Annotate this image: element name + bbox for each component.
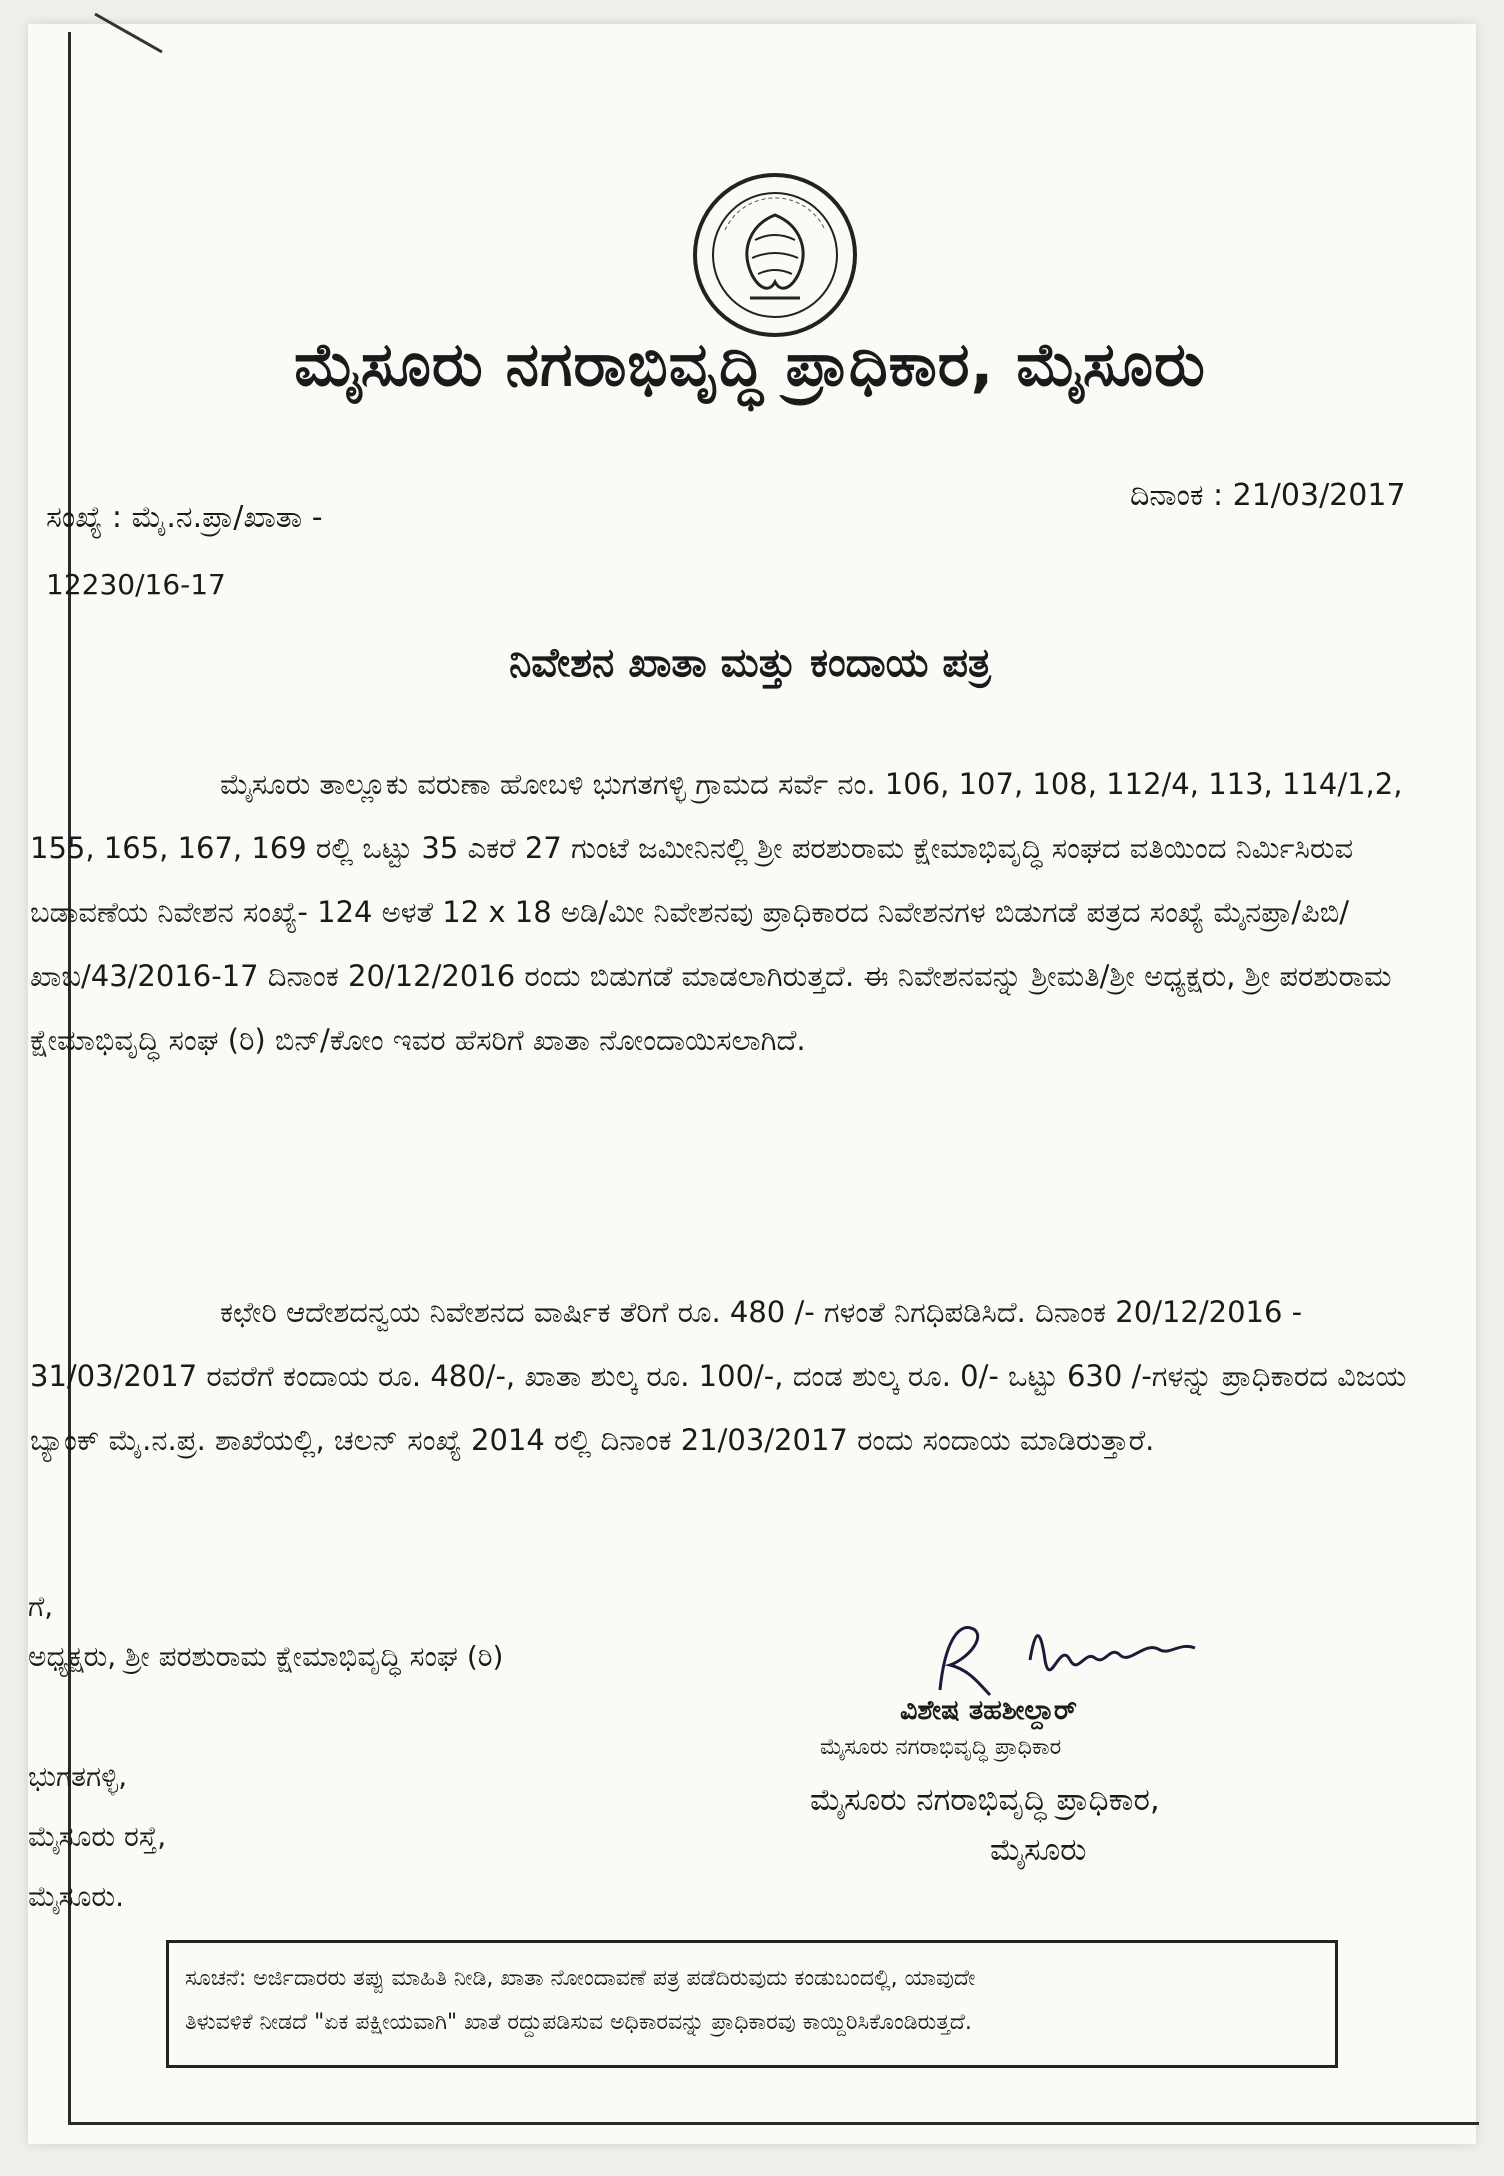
corner-pen-mark (90, 8, 170, 58)
document-title: ನಿವೇಶನ ಖಾತಾ ಮತ್ತು ಕಂದಾಯ ಪತ್ರ (509, 640, 991, 686)
recipient-address-line-2: ಮೈಸೂರು ರಸ್ತೆ, (28, 1820, 167, 1853)
government-emblem-icon (690, 170, 860, 340)
document-date: ದಿನಾಂಕ : 21/03/2017 (1130, 478, 1406, 513)
office-name: ಮೈಸೂರು ನಗರಾಭಿವೃದ್ಧಿ ಪ್ರಾಧಿಕಾರ, (810, 1782, 1160, 1818)
recipient-name: ಅಧ್ಯಕ್ಷರು, ಶ್ರೀ ಪರಶುರಾಮ ಕ್ಷೇಮಾಭಿವೃದ್ಧಿ ಸಂಘ (ರಿ) (28, 1640, 504, 1673)
signature-block (800, 1600, 1360, 1880)
reference-label: ಸಂಖ್ಯೆ : ಮೈ.ನ.ಪ್ರಾ/ಖಾತಾ - (46, 500, 323, 535)
recipient-salutation: ಗೆ, (28, 1590, 54, 1623)
notice-line-2: ತಿಳುವಳಿಕೆ ನೀಡದೆ "ಏಕ ಪಕ್ಷೀಯವಾಗಿ" ಖಾತೆ ರದ್ದುಪಡಿಸುವ ಅಧಿಕಾರವನ್ನು ಪ್ರಾಧಿಕಾರವು ಕಾಯ್ದಿರಿಸಿಕೊಂಡಿರುತ್ತದೆ. (185, 2010, 972, 2035)
stamp-designation: ವಿಶೇಷ ತಹಶೀಲ್ದಾರ್ (900, 1695, 1077, 1726)
notice-line-1: ಸೂಚನೆ: ಅರ್ಜಿದಾರರು ತಪ್ಪು ಮಾಹಿತಿ ನೀಡಿ, ಖಾತಾ ನೋಂದಾವಣೆ ಪತ್ರ ಪಡೆದಿರುವುದು ಕಂಡುಬಂದಲ್ಲಿ, ಯಾವುದೇ (185, 1966, 976, 1991)
office-city: ಮೈಸೂರು (990, 1832, 1087, 1868)
notice-box (166, 1940, 1338, 2068)
body-paragraph-2: ಕಛೇರಿ ಆದೇಶದನ್ವಯ ನಿವೇಶನದ ವಾರ್ಷಿಕ ತೆರಿಗೆ ರೂ. 480 /- ಗಳಂತೆ ನಿಗಧಿಪಡಿಸಿದೆ. ದಿನಾಂಕ 20/12/2016 - 31/03/2017 ರವರೆಗೆ ಕಂದಾಯ ರೂ. 480/-, ಖಾತಾ ಶುಲ್ಕ ರೂ. 100/-, ದಂಡ ಶುಲ್ಕ ರೂ. 0/- ಒಟ್ಟು 630 /-ಗಳನ್ನು ಪ್ರಾಧಿಕಾರದ ವಿಜಯ ಬ್ಯಾಂಕ್ ಮೈ.ನ.ಪ್ರ. ಶಾಖೆಯಲ್ಲಿ, ಚಲನ್ ಸಂಖ್ಯೆ 2014 ರಲ್ಲಿ ದಿನಾಂಕ 21/03/2017 ರಂದು ಸಂದಾಯ ಮಾಡಿರುತ್ತಾರೆ. (30, 1295, 1407, 1457)
body-paragraph-1: ಮೈಸೂರು ತಾಲ್ಲೂಕು ವರುಣಾ ಹೋಬಳಿ ಭುಗತಗಳ್ಳಿ ಗ್ರಾಮದ ಸರ್ವೆ ನಂ. 106, 107, 108, 112/4, 113, 114/1,2, 155, 165, 167, 169 ರಲ್ಲಿ ಒಟ್ಟು 35 ಎಕರೆ 27 ಗುಂಟೆ ಜಮೀನಿನಲ್ಲಿ ಶ್ರೀ ಪರಶುರಾಮ ಕ್ಷೇಮಾಭಿವೃದ್ಧಿ ಸಂಘದ ವತಿಯಿಂದ ನಿರ್ಮಿಸಿರುವ ಬಡಾವಣೆಯ ನಿವೇಶನ ಸಂಖ್ಯೆ- 124 ಅಳತೆ 12 x 18 ಅಡಿ/ಮೀ ನಿವೇಶನವು ಪ್ರಾಧಿಕಾರದ ನಿವೇಶನಗಳ ಬಿಡುಗಡೆ ಪತ್ರದ ಸಂಖ್ಯೆ ಮೈನಪ್ರಾ/ಪಿಬಿ/ಖಾಬ/43/2016-17 ದಿನಾಂಕ 20/12/2016 ರಂದು ಬಿಡುಗಡೆ ಮಾಡಲಾಗಿರುತ್ತದೆ. ಈ ನಿವೇಶನವನ್ನು ಶ್ರೀಮತಿ/ಶ್ರೀ ಅಧ್ಯಕ್ಷರು, ಶ್ರೀ ಪರಶುರಾಮ ಕ್ಷೇಮಾಭಿವೃದ್ಧಿ ಸಂಘ (ರಿ) ಬಿನ್/ಕೋಂ ಇವರ ಹೆಸರಿಗೆ ಖಾತಾ ನೋಂದಾಯಿಸಲಾಗಿದೆ. (30, 767, 1403, 1057)
recipient-address-line-3: ಮೈಸೂರು. (28, 1880, 125, 1913)
stamp-office: ಮೈಸೂರು ನಗರಾಭಿವೃದ್ಧಿ ಪ್ರಾಧಿಕಾರ (820, 1735, 1062, 1760)
authority-header: ಮೈಸೂರು ನಗರಾಭಿವೃದ್ಧಿ ಪ್ರಾಧಿಕಾರ, ಮೈಸೂರು (294, 330, 1206, 400)
reference-number: 12230/16-17 (46, 568, 226, 601)
recipient-address-line-1: ಭುಗತಗಳ್ಳಿ, (28, 1760, 128, 1793)
